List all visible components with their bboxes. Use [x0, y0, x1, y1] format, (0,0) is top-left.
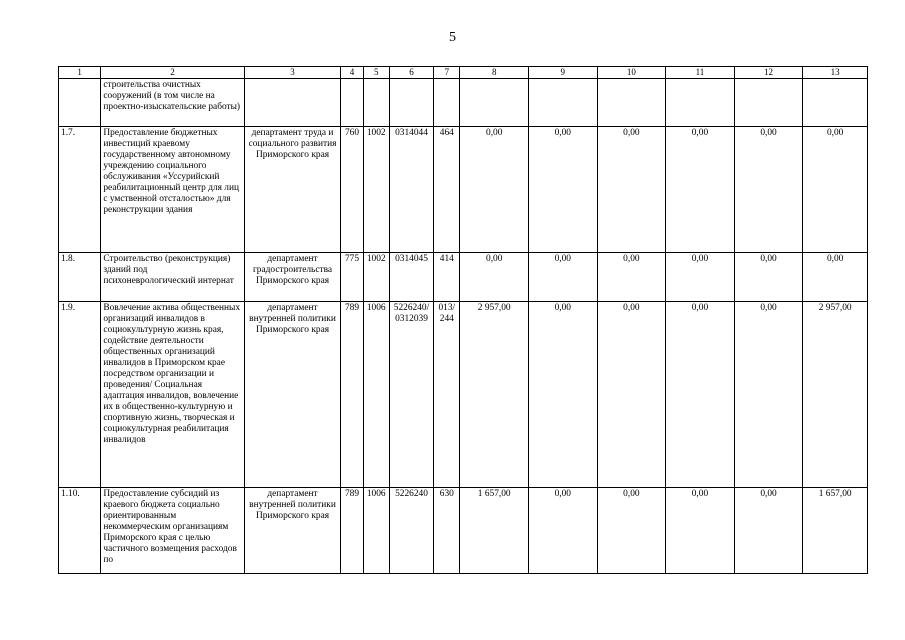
row-grbs: 775 — [341, 253, 363, 302]
row-amount-col8: 0,00 — [460, 127, 529, 253]
row-amount-col9: 0,00 — [529, 253, 598, 302]
column-header: 5 — [363, 67, 389, 79]
table-row — [59, 253, 868, 302]
row-amount-col10: 0,00 — [597, 253, 666, 302]
table-row — [59, 302, 868, 488]
row-section: 1002 — [363, 127, 389, 253]
row-section: 1006 — [363, 302, 389, 488]
column-header: 6 — [389, 67, 433, 79]
row-responsible: департамент внутренней политики Приморского края — [244, 488, 341, 574]
row-amount-col12: 0,00 — [734, 253, 803, 302]
table-row — [59, 488, 868, 574]
row-target-article: 0314045 — [389, 253, 433, 302]
row-index: 1.9. — [59, 302, 101, 488]
row-expense-type: 464 — [434, 127, 460, 253]
row-section — [363, 79, 389, 127]
row-amount-col11: 0,00 — [666, 253, 735, 302]
column-header: 13 — [803, 67, 868, 79]
row-amount-col10: 0,00 — [597, 302, 666, 488]
row-grbs: 789 — [341, 488, 363, 574]
row-amount-col9: 0,00 — [529, 302, 598, 488]
row-grbs: 789 — [341, 302, 363, 488]
row-amount-total — [803, 79, 868, 127]
table-row — [59, 127, 868, 253]
column-header: 10 — [597, 67, 666, 79]
row-amount-total: 0,00 — [803, 127, 868, 253]
row-amount-col8: 1 657,00 — [460, 488, 529, 574]
row-grbs: 760 — [341, 127, 363, 253]
table-row — [59, 79, 868, 127]
row-index: 1.7. — [59, 127, 101, 253]
row-description: Предоставление бюджетных инвестиций краевому государственному автономному учреждению социального обслуживания «Уссурийский реабилитационный центр для лиц с умственной отсталостью» для реконструкции здания — [101, 127, 244, 253]
row-target-article: 5226240 — [389, 488, 433, 574]
row-amount-col10 — [597, 79, 666, 127]
row-description: строительства очистных сооружений (в том числе на проектно-изыскательские работы) — [101, 79, 244, 127]
row-amount-col11: 0,00 — [666, 127, 735, 253]
row-amount-total: 1 657,00 — [803, 488, 868, 574]
row-amount-col8: 2 957,00 — [460, 302, 529, 488]
row-section: 1006 — [363, 488, 389, 574]
row-amount-col11: 0,00 — [666, 488, 735, 574]
row-responsible — [244, 79, 341, 127]
row-amount-col9: 0,00 — [529, 127, 598, 253]
row-description: Вовлечение актива общественных организаций инвалидов в социокультурную жизнь края, содействие деятельности общественных организаций инвалидов в Приморском крае посредством организации и проведения/ Социальная адаптация инвалидов, вовлечение их в общественно-культурную и спортивную жизнь, творческая и социокультурная реабилитация инвалидов — [101, 302, 244, 488]
row-grbs — [341, 79, 363, 127]
budget-table — [58, 66, 868, 574]
row-amount-col12 — [734, 79, 803, 127]
row-amount-col9 — [529, 79, 598, 127]
column-header: 9 — [529, 67, 598, 79]
row-amount-col12: 0,00 — [734, 127, 803, 253]
row-amount-col8: 0,00 — [460, 253, 529, 302]
row-responsible: департамент градостроительства Приморского края — [244, 253, 341, 302]
row-responsible: департамент труда и социального развития Приморского края — [244, 127, 341, 253]
row-target-article: 5226240/ 0312039 — [389, 302, 433, 488]
column-header: 7 — [434, 67, 460, 79]
row-description: Строительство (реконструкция) зданий под психоневрологический интернат — [101, 253, 244, 302]
column-header: 12 — [734, 67, 803, 79]
column-header: 1 — [59, 67, 101, 79]
row-target-article: 0314044 — [389, 127, 433, 253]
column-number-row — [59, 67, 868, 79]
row-responsible: департамент внутренней политики Приморского края — [244, 302, 341, 488]
page-number: 5 — [449, 30, 456, 45]
row-index — [59, 79, 101, 127]
column-header: 2 — [101, 67, 244, 79]
row-amount-col11 — [666, 79, 735, 127]
row-expense-type — [434, 79, 460, 127]
row-amount-col10: 0,00 — [597, 127, 666, 253]
column-header: 11 — [666, 67, 735, 79]
column-header: 8 — [460, 67, 529, 79]
row-expense-type: 630 — [434, 488, 460, 574]
row-amount-col9: 0,00 — [529, 488, 598, 574]
row-amount-total: 2 957,00 — [803, 302, 868, 488]
row-amount-col10: 0,00 — [597, 488, 666, 574]
row-expense-type: 414 — [434, 253, 460, 302]
row-section: 1002 — [363, 253, 389, 302]
row-index: 1.10. — [59, 488, 101, 574]
row-target-article — [389, 79, 433, 127]
row-amount-total: 0,00 — [803, 253, 868, 302]
row-description: Предоставление субсидий из краевого бюджета социально ориентированным некоммерческим организациям Приморского края с целью частичного возмещения расходов по — [101, 488, 244, 574]
row-amount-col8 — [460, 79, 529, 127]
row-amount-col12: 0,00 — [734, 302, 803, 488]
row-index: 1.8. — [59, 253, 101, 302]
column-header: 4 — [341, 67, 363, 79]
row-amount-col11: 0,00 — [666, 302, 735, 488]
row-expense-type: 013/ 244 — [434, 302, 460, 488]
column-header: 3 — [244, 67, 341, 79]
row-amount-col12: 0,00 — [734, 488, 803, 574]
